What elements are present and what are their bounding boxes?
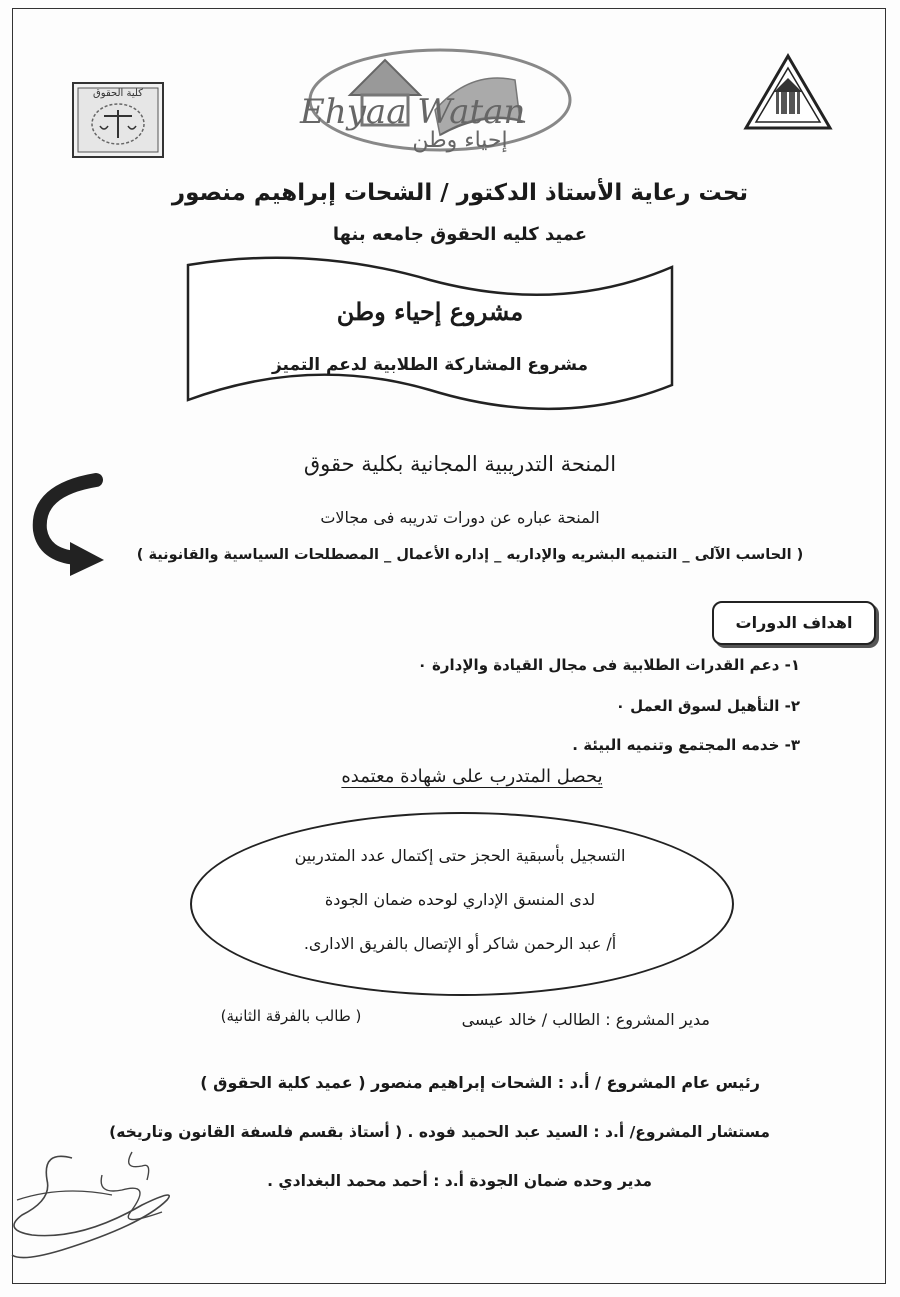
official-line: مدير وحده ضمان الجودة أ.د : أحمد محمد البغدادي . xyxy=(267,1172,652,1190)
logo-latin-text: Ehyaa Watan xyxy=(300,92,526,132)
banner-title: مشروع إحياء وطن xyxy=(336,297,524,326)
seal-text: كلية الحقوق xyxy=(93,88,143,99)
banner-subtitle: مشروع المشاركة الطلابية لدعم التميز xyxy=(271,355,589,375)
grant-title: المنحة التدريبية المجانية بكلية حقوق xyxy=(303,452,617,476)
wavy-banner-shape-icon xyxy=(180,255,680,415)
dean-title: عميد كليه الحقوق جامعه بنها xyxy=(332,224,588,245)
project-manager: مدير المشروع : الطالب / خالد عيسى xyxy=(461,1010,710,1029)
certificate-note: يحصل المتدرب على شهادة معتمده xyxy=(341,766,603,787)
official-line: مستشار المشروع/ أ.د : السيد عبد الحميد فوده . ( أستاذ بقسم فلسفة القانون وتاريخه) xyxy=(109,1123,770,1141)
curved-arrow-icon xyxy=(26,470,106,580)
faculty-seal xyxy=(72,82,164,158)
registration-line: التسجيل بأسبقية الحجز حتى إكتمال عدد المتدربين xyxy=(294,846,626,865)
goal-item: ٣- خدمه المجتمع وتنميه البيئة . xyxy=(572,736,800,754)
project-banner xyxy=(180,255,680,415)
grant-intro: المنحة عباره عن دورات تدريبه فى مجالات xyxy=(320,508,600,527)
official-line: رئيس عام المشروع / أ.د : الشحات إبراهيم منصور ( عميد كلية الحقوق ) xyxy=(200,1073,760,1092)
university-emblem-icon xyxy=(742,52,834,132)
goals-heading: اهداف الدورات xyxy=(712,601,876,645)
signature-icon xyxy=(2,1140,212,1265)
patronage-line: تحت رعاية الأستاذ الدكتور / الشحات إبراهيم منصور xyxy=(171,180,749,206)
registration-line: لدى المنسق الإداري لوحده ضمان الجودة xyxy=(324,890,596,909)
project-logo xyxy=(290,40,620,160)
goal-item: ٢- التأهيل لسوق العمل ٠ xyxy=(615,697,800,715)
logo-arabic-text: إحياء وطن xyxy=(412,128,508,153)
project-manager-note: ( طالب بالفرقة الثانية) xyxy=(220,1007,362,1025)
registration-line: أ/ عبد الرحمن شاكر أو الإتصال بالفريق الادارى. xyxy=(303,934,617,953)
grant-fields: ( الحاسب الآلى _ التنميه البشريه والإداريه _ إداره الأعمال _ المصطلحات السياسية والقانونية ) xyxy=(136,547,804,563)
goal-item: ١- دعم القدرات الطلابية فى مجال القيادة والإدارة ٠ xyxy=(417,656,800,674)
